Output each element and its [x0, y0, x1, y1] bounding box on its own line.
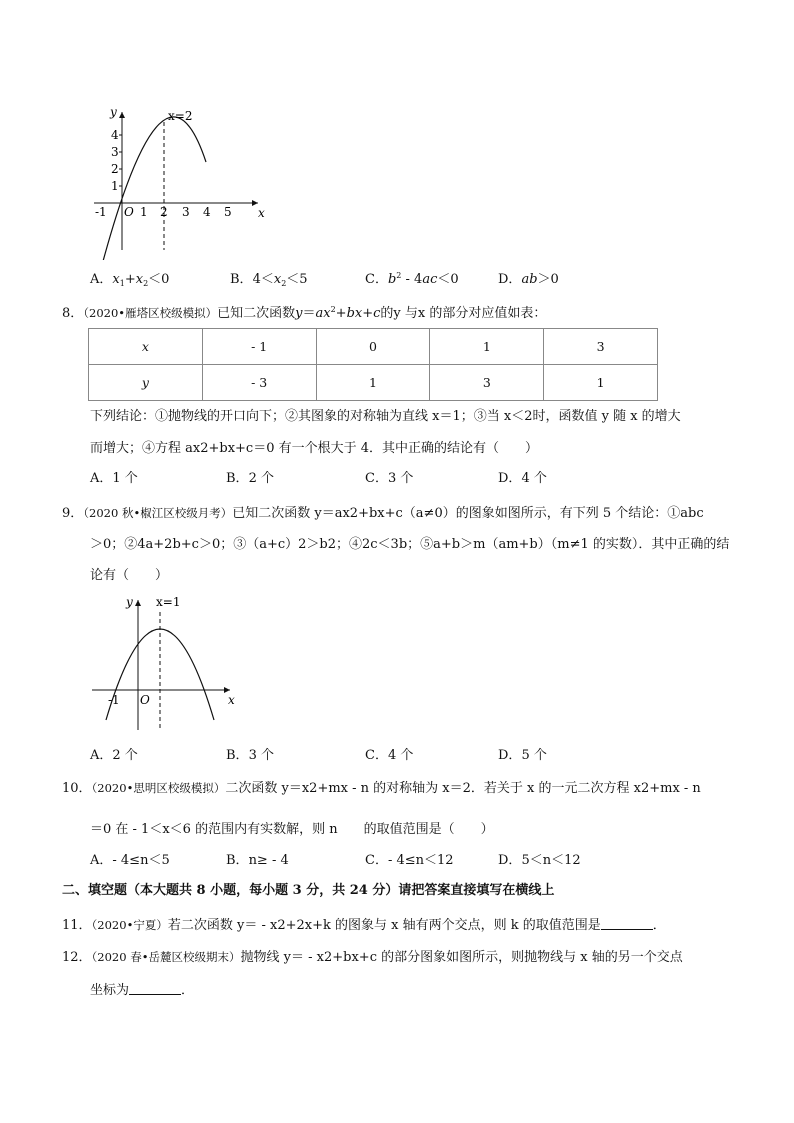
q10-source: （2020•思明区校级模拟） — [91, 781, 226, 795]
q7-option-b[interactable]: B．$4<x_2<5$ — [230, 272, 308, 288]
q12-stem-line2: 坐标为 ． — [90, 983, 195, 998]
table-cell: 1 — [544, 365, 658, 401]
q9-option-a[interactable]: A．2 个 — [90, 748, 138, 763]
q9-source: （2020 秋•椒江区校级月考） — [83, 506, 233, 520]
table-cell: - 3 — [202, 365, 316, 401]
origin-label: O — [140, 693, 150, 707]
q7-option-d[interactable]: D．ab＞0 — [498, 272, 559, 287]
q7-option-a[interactable]: A．$x_1+x_2<0$ — [90, 272, 170, 288]
y-tick-2: 2 — [111, 162, 119, 176]
x-label: x — [258, 206, 265, 220]
q10-option-b[interactable]: B．n≥ - 4 — [226, 853, 289, 868]
x-tick-2: 2 — [160, 205, 168, 219]
q12-source: （2020 春•岳麓区校级期末） — [91, 950, 241, 964]
table-row — [89, 365, 658, 401]
table-row — [89, 329, 658, 365]
section-2-title: 二、填空题（本大题共 8 小题，每小题 3 分，共 24 分）请把答案直接填写在横线上 — [62, 883, 555, 898]
x-tick-neg1: -1 — [95, 205, 107, 219]
q8-option-c[interactable]: C．3 个 — [365, 471, 414, 486]
q10-option-d[interactable]: D．5＜n＜12 — [498, 853, 581, 868]
x-tick-1: 1 — [140, 205, 148, 219]
q9-stem-line3: 论有（ ） — [90, 568, 169, 583]
q11-answer-blank[interactable] — [601, 918, 653, 930]
q10-option-c[interactable]: C．- 4≤n＜12 — [365, 853, 454, 868]
origin-label: O — [124, 205, 134, 219]
q8-conclusions-line1: 下列结论：①抛物线的开口向下；②其图象的对称轴为直线 x＝1；③当 x＜2时，函数值 y 随 x 的增大 — [90, 409, 681, 424]
q11-source: （2020•宁夏） — [91, 918, 168, 932]
axis-line-label: x=1 — [156, 595, 181, 609]
y-tick-4: 4 — [111, 128, 119, 142]
q10-stem-line1: 10．（2020•思明区校级模拟）二次函数 y＝x2+mx - n 的对称轴为 x＝2．若关于 x 的一元二次方程 x2+mx - n — [62, 781, 701, 796]
axis-line-label: x=2 — [168, 109, 193, 123]
q9-number: 9． — [62, 506, 84, 521]
x-label: x — [228, 693, 235, 707]
y-label: y — [126, 595, 133, 609]
q11-stem: 11．（2020•宁夏）若二次函数 y＝ - x2+2x+k 的图象与 x 轴有两个交点，则 k 的取值范围是 ． — [62, 918, 666, 933]
x-tick-5: 5 — [224, 205, 232, 219]
q8-conclusions-line2: 而增大；④方程 ax2+bx+c＝0 有一个根大于 4．其中正确的结论有（ ） — [90, 441, 539, 456]
q9-parabola-graph — [88, 590, 248, 735]
q10-stem-line2: ＝0 在 - 1＜x＜6 的范围内有实数解，则 n 的取值范围是（ ） — [90, 822, 494, 837]
table-cell: y — [89, 365, 203, 401]
q10-number: 10． — [62, 781, 92, 796]
x-tick-neg1: -1 — [108, 693, 120, 707]
table-cell: - 1 — [202, 329, 316, 365]
q7-parabola-graph — [88, 100, 278, 260]
q8-value-table — [88, 328, 658, 401]
y-tick-1: 1 — [111, 179, 119, 193]
table-cell: 1 — [316, 365, 430, 401]
table-cell: 3 — [430, 365, 544, 401]
q9-option-b[interactable]: B．3 个 — [226, 748, 274, 763]
q9-option-c[interactable]: C．4 个 — [365, 748, 414, 763]
y-label: y — [110, 105, 117, 119]
q10-option-a[interactable]: A．- 4≤n＜5 — [90, 853, 170, 868]
q12-number: 12． — [62, 950, 92, 965]
q8-number: 8． — [62, 306, 84, 321]
table-cell: 0 — [316, 329, 430, 365]
q7-option-c[interactable]: C．$b^2 - 4ac<0$ — [365, 271, 459, 287]
table-cell: 3 — [544, 329, 658, 365]
q12-answer-blank[interactable] — [129, 983, 181, 995]
q12-stem-line1: 12．（2020 春•岳麓区校级期末）抛物线 y＝ - x2+bx+c 的部分图象如图所示，则抛物线与 x 轴的另一个交点 — [62, 950, 683, 965]
q8-option-b[interactable]: B．2 个 — [226, 471, 274, 486]
table-cell: x — [89, 329, 203, 365]
q11-number: 11． — [62, 918, 92, 933]
y-tick-3: 3 — [111, 145, 119, 159]
q9-stem-line1: 9．（2020 秋•椒江区校级月考）已知二次函数 y＝ax2+bx+c（a≠0）的图象如图所示，有下列 5 个结论：①abc — [62, 506, 704, 521]
table-cell: 1 — [430, 329, 544, 365]
q8-stem: 8．（2020•雁塔区校级模拟）已知二次函数$y=ax^2+bx+c$的y 与x 的部分对应值如表： — [62, 305, 547, 321]
q8-option-d[interactable]: D．4 个 — [498, 471, 547, 486]
x-tick-3: 3 — [182, 205, 190, 219]
q9-option-d[interactable]: D．5 个 — [498, 748, 547, 763]
q8-option-a[interactable]: A．1 个 — [90, 471, 138, 486]
x-tick-4: 4 — [203, 205, 211, 219]
q9-stem-line2: ＞0；②4a+2b+c＞0；③（a+c）2＞b2；④2c＜3b；⑤a+b＞m（am+b）（m≠1 的实数）．其中正确的结 — [90, 537, 730, 552]
q8-source: （2020•雁塔区校级模拟） — [83, 306, 218, 320]
